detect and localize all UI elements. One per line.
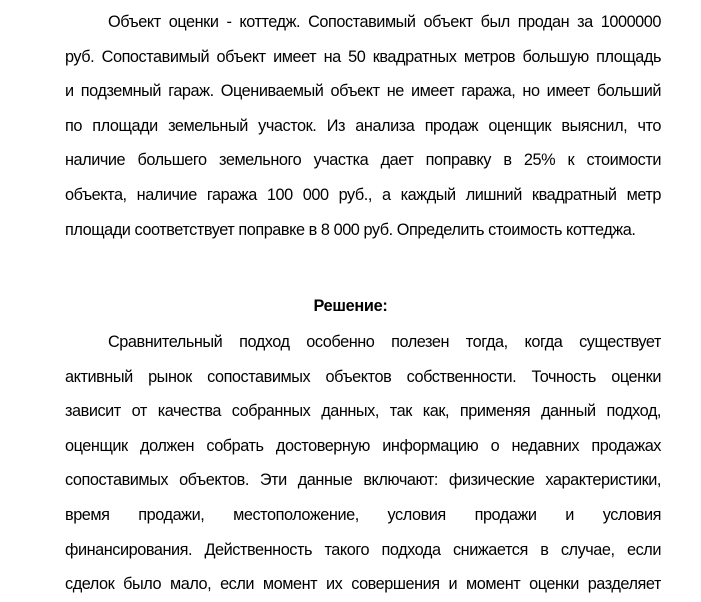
- text-line: по площади земельный участок. Из анализа продаж оценщик выяснил, что: [65, 116, 661, 135]
- text-line: зависит от качества собранных данных, так как, применяя данный подход,: [65, 402, 661, 421]
- text-line: сопоставимых объектов. Эти данные включают: физические характеристики,: [65, 471, 661, 490]
- text-line: руб. Сопоставимый объект имеет на 50 квадратных метров большую площадь: [65, 47, 661, 66]
- text-line: Сравнительный подход особенно полезен тогда, когда существует: [108, 333, 661, 351]
- text-line: финансирования. Действенность такого подхода снижается в случае, если: [65, 540, 661, 559]
- text-line: сделок было мало, если момент их совершения и момент оценки разделяет: [65, 575, 661, 594]
- solution-heading: Решение:: [313, 297, 388, 315]
- text-line: активный рынок сопоставимых объектов собственности. Точность оценки: [65, 367, 661, 386]
- text-line: время продажи, местоположение, условия продажи и условия: [65, 505, 661, 524]
- text-line: Объект оценки - коттедж. Сопоставимый объект был продан за 1000000: [108, 13, 661, 31]
- problem-paragraph: [65, 5, 661, 247]
- text-line: и подземный гараж. Оцениваемый объект не имеет гаража, но имеет больший: [65, 82, 661, 101]
- text-line: оценщик должен собрать достоверную информацию о недавних продажах: [65, 436, 661, 455]
- solution-paragraph: [65, 325, 661, 602]
- text-line: наличие большего земельного участка дает поправку в 25% к стоимости: [65, 151, 661, 170]
- text-line: площади соответствует поправке в 8 000 руб. Определить стоимость коттеджа.: [65, 220, 636, 239]
- text-line: объекта, наличие гаража 100 000 руб., а каждый лишний квадратный метр: [65, 185, 661, 204]
